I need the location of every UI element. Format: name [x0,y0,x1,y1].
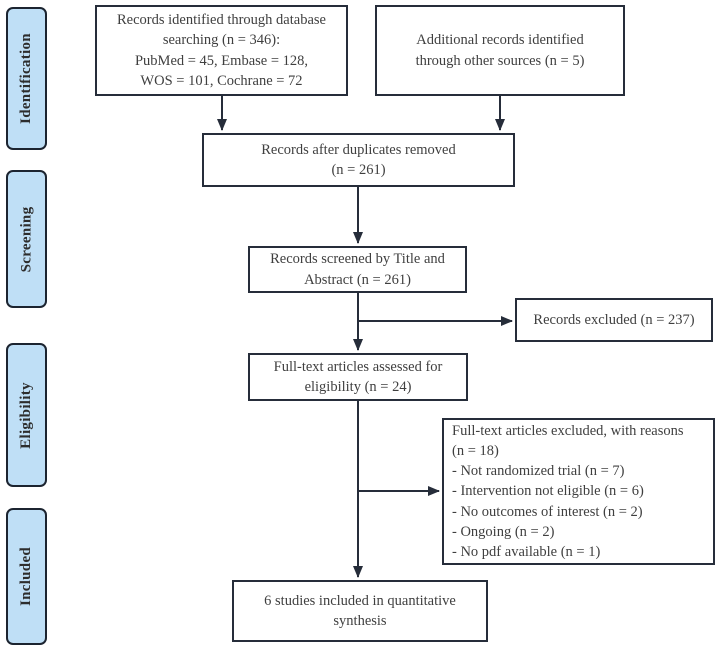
stage-identification-label: Identification [18,33,34,124]
stage-screening [6,170,47,308]
stage-included-label: Included [18,546,34,607]
stage-eligibility-label: Eligibility [18,381,34,449]
stage-identification [6,7,47,150]
stage-screening-label: Screening [18,206,35,272]
node-quantitative-synthesis: 6 studies included in quantitative synthesis [232,580,488,642]
node-records-identified-database: Records identified through database searching (n = 346): PubMed = 45, Embase = 128, WOS = 101, Cochrane = 72 [95,5,348,96]
node-records-screened: Records screened by Title and Abstract (n = 261) [248,246,467,293]
node-fulltext-excluded-reasons: Full-text articles excluded, with reasons (n = 18) - Not randomized trial (n = 7) - Intervention not eligible (n = 6) - No outcomes of interest (n = 2) - Ongoing (n = 2) - No pdf available (n = 1) [442,418,715,565]
node-fulltext-assessed: Full-text articles assessed for eligibility (n = 24) [248,353,468,401]
node-records-after-duplicates-removed: Records after duplicates removed (n = 261) [202,133,515,187]
stage-eligibility [6,343,47,487]
stage-included [6,508,47,645]
node-records-excluded: Records excluded (n = 237) [515,298,713,342]
node-additional-records-other-sources: Additional records identified through other sources (n = 5) [375,5,625,96]
